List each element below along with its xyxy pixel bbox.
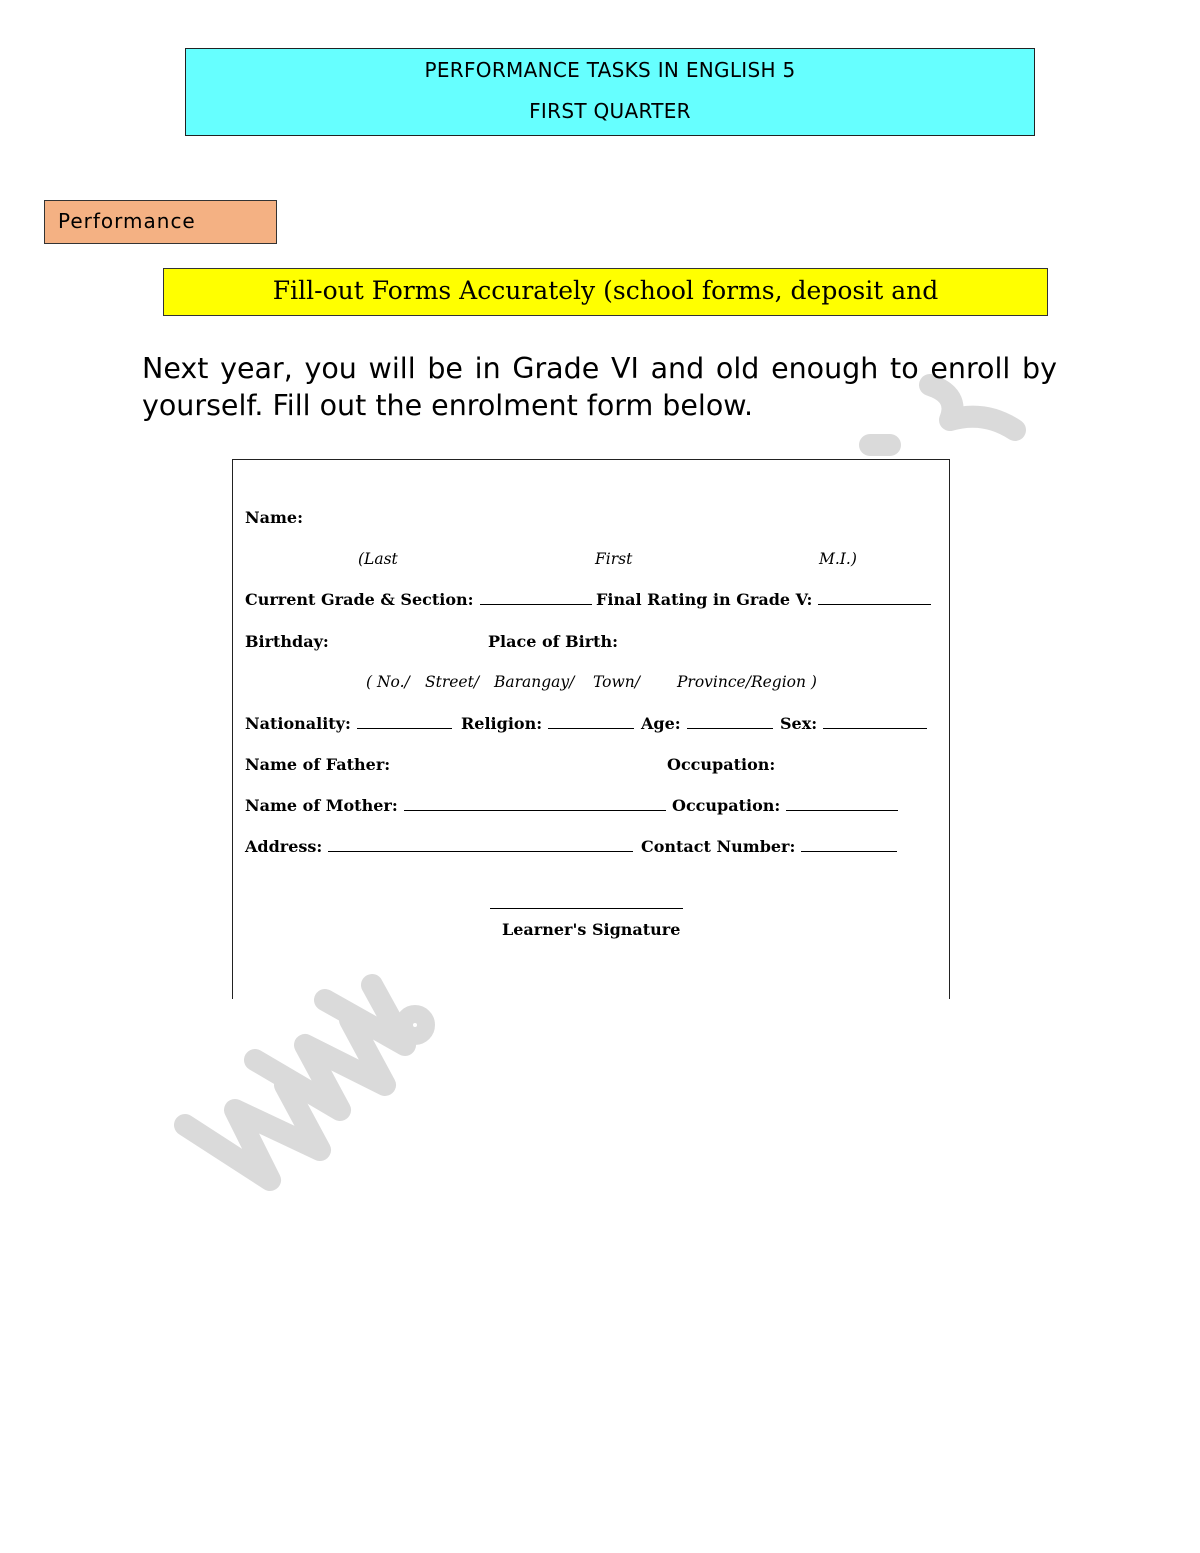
final-rating-label: Final Rating in Grade V: xyxy=(596,590,813,609)
contact-label: Contact Number: xyxy=(641,837,796,856)
father-occupation-label: Occupation: xyxy=(667,755,776,774)
header-box xyxy=(185,48,1035,136)
sex-field[interactable] xyxy=(780,714,927,733)
name-label: Name: xyxy=(245,508,304,527)
final-rating-blank[interactable] xyxy=(818,603,931,605)
instructions-text: Next year, you will be in Grade VI and old enough to enroll by yourself. Fill out the enrolment form below. xyxy=(142,352,1057,422)
age-blank[interactable] xyxy=(687,727,773,729)
address-label: Address: xyxy=(245,837,323,856)
nationality-label: Nationality: xyxy=(245,714,351,733)
header-title: PERFORMANCE TASKS IN ENGLISH 5 xyxy=(424,58,796,82)
address-town-hint: Town/ xyxy=(593,673,640,691)
address-no-hint: ( No./ xyxy=(366,673,410,691)
mother-blank[interactable] xyxy=(404,809,666,811)
place-of-birth-label: Place of Birth: xyxy=(488,632,619,651)
mother-occupation-label: Occupation: xyxy=(672,796,781,815)
name-first-hint: First xyxy=(595,550,633,568)
task-title: Fill-out Forms Accurately (school forms, deposit and xyxy=(163,268,1048,316)
contact-blank[interactable] xyxy=(801,850,897,852)
nationality-blank[interactable] xyxy=(357,727,452,729)
mother-occupation-blank[interactable] xyxy=(786,809,898,811)
religion-field[interactable] xyxy=(461,714,634,733)
sex-label: Sex: xyxy=(780,714,818,733)
contact-field[interactable] xyxy=(641,837,897,856)
religion-blank[interactable] xyxy=(548,727,634,729)
performance-label: Performance xyxy=(44,200,277,244)
enrolment-form xyxy=(232,459,950,999)
name-last-hint: (Last xyxy=(358,550,398,568)
nationality-field[interactable] xyxy=(245,714,452,733)
age-field[interactable] xyxy=(641,714,773,733)
header-subtitle: FIRST QUARTER xyxy=(529,99,691,123)
sex-blank[interactable] xyxy=(823,727,927,729)
final-rating-field[interactable] xyxy=(596,590,931,609)
mother-label: Name of Mother: xyxy=(245,796,398,815)
name-mi-hint: M.I.) xyxy=(819,550,857,568)
address-blank[interactable] xyxy=(328,850,633,852)
age-label: Age: xyxy=(641,714,681,733)
mother-occupation-field[interactable] xyxy=(672,796,898,815)
birthday-label: Birthday: xyxy=(245,632,329,651)
signature-label: Learner's Signature xyxy=(502,920,681,939)
signature-line[interactable] xyxy=(490,908,683,909)
grade-section-field[interactable] xyxy=(245,590,592,609)
mother-field[interactable] xyxy=(245,796,666,815)
grade-section-label: Current Grade & Section: xyxy=(245,590,474,609)
address-street-hint: Street/ xyxy=(425,673,480,691)
father-label: Name of Father: xyxy=(245,755,391,774)
address-barangay-hint: Barangay/ xyxy=(494,673,575,691)
religion-label: Religion: xyxy=(461,714,543,733)
grade-section-blank[interactable] xyxy=(480,603,592,605)
address-province-hint: Province/Region ) xyxy=(677,673,817,691)
address-field[interactable] xyxy=(245,837,633,856)
